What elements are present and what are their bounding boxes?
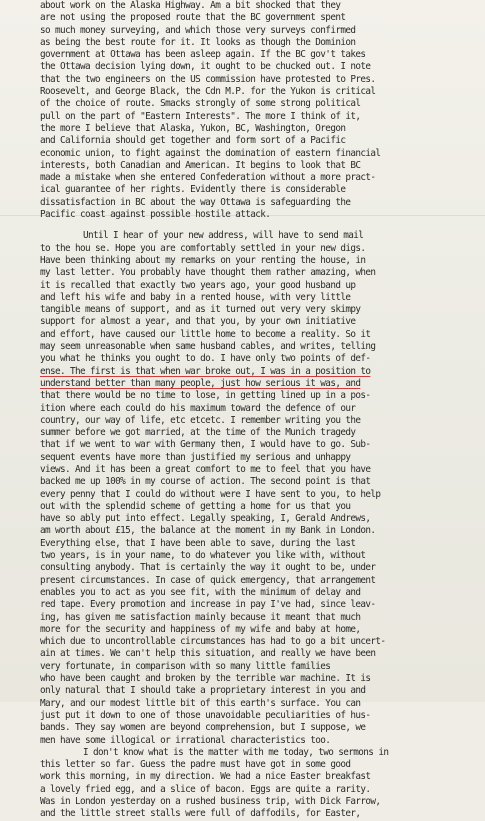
paragraph-gap <box>40 221 479 230</box>
text-line: and effort, have caused our little home to become a reality. So it <box>40 328 371 340</box>
text-line: you what he thinks you ought to do. I have only two points of def- <box>40 353 371 365</box>
text-line: every penny that I could do without were I have sent to you, to help <box>40 488 381 500</box>
text-line: which due to uncontrollable circumstances has had to go a bit uncert- <box>40 636 386 648</box>
text-line: my last letter. You probably have thought them rather amazing, when <box>40 267 376 279</box>
text-line: red tape. Every promotion and increase in pay I've had, since leav- <box>40 599 376 611</box>
text-line: country, our way of life, etc etcetc. I remember writing you the <box>40 414 361 426</box>
text-line: backed me up 100% in my course of action. The second point is that <box>40 476 371 488</box>
paragraph-alaska-highway <box>40 0 479 221</box>
text-line: out with the splendid scheme of getting a home for us that you <box>40 500 351 512</box>
text-line: just put it down to one of those unavoidable peculiarities of hus- <box>40 709 371 721</box>
text-line: work this morning, in my direction. We had a nice Easter breakfast <box>40 771 371 783</box>
text-line: and left his wife and baby in a rented house, with very little <box>40 291 351 303</box>
text-line: the more I believe that Alaska, Yukon, BC, Washington, Oregon <box>40 122 346 134</box>
text-line: as being the best route for it. It looks as though the Dominion <box>40 36 356 48</box>
text-line: that the two engineers on the US commission have protested to Pres. <box>40 73 376 85</box>
text-line: and California should get together and form sort of a Pacific <box>40 135 346 147</box>
text-line: about work on the Alaska Highway. Am a bit shocked that they <box>40 0 341 11</box>
text-line: summer before we got married, at the time of the Munich tragedy <box>40 427 356 439</box>
text-line: sequent events have more than justified my serious and unhappy <box>40 451 351 463</box>
text-line: it is recalled that exactly two years ago, your good husband up <box>40 279 356 291</box>
text-line: who have been caught and broken by the terrible war machine. It is <box>40 673 371 685</box>
text-line: Pacific coast against possible hostile attack. <box>40 209 271 221</box>
text-line: Have been thinking about my remarks on your renting the house, in <box>40 254 366 266</box>
text-line: economic union, to fight against the domination of eastern financial <box>40 147 381 159</box>
text-line: made a mistake when she entered Confederation without a more pract- <box>40 172 376 184</box>
text-line: Was in London yesterday on a rushed business trip, with Dick Farrow, <box>40 796 381 807</box>
text-line: of the choice of route. Smacks strongly of some strong political <box>40 98 361 110</box>
text-line: are not using the proposed route that the BC government spent <box>40 12 346 24</box>
text-line: more for the security and happiness of my wife and baby at home, <box>40 623 361 635</box>
text-line: so much money surveying, and which those very surveys confirmed <box>40 24 356 36</box>
text-line: support for almost a year, and that you, by your own initiative <box>40 316 356 328</box>
text-line: ical guarantee of her rights. Evidently there is considerable <box>40 184 346 196</box>
text-line: present circumstances. In case of quick emergency, that arrangement <box>40 574 376 586</box>
text-line: that if we went to war with Germany then, I would have to go. Sub- <box>40 439 371 451</box>
paragraph-easter <box>40 747 479 821</box>
text-line: to the hou se. Hope you are comfortably settled in your new digs. <box>40 242 366 254</box>
text-line: may seem unreasonable when same husband cables, and writes, telling <box>40 341 376 353</box>
text-line: Roosevelt, and George Black, the Cdn M.P. for the Yukon is critical <box>40 86 376 98</box>
text-line: a lovely fried egg, and a slice of bacon. Eggs are quite a rarity. <box>40 783 371 795</box>
text-line: very fortunate, in comparison with so many little families <box>40 660 331 672</box>
text-line: dissatisfaction in BC about the way Ottawa is safeguarding the <box>40 196 351 208</box>
text-line: have so ably put into effect. Legally speaking, I, Gerald Andrews, <box>40 513 371 525</box>
text-line: am worth about £15, the balance at the moment in my Bank in London. <box>40 525 376 537</box>
text-line: enables you to act as you see fit, with the minimum of delay and <box>40 586 361 598</box>
text-line: Everything else, that I have been able to save, during the last <box>40 537 356 549</box>
text-line-underlined: ense. The first is that when war broke out, I was in a position to <box>40 365 371 377</box>
text-line: this letter so far. Guess the padre must have got in some good <box>40 759 351 771</box>
paragraph-new-address <box>40 230 479 746</box>
text-line: bands. They say women are beyond comprehension, but I suppose, we <box>40 722 366 734</box>
text-line: only natural that I should take a proprietary interest in you and <box>40 685 366 697</box>
text-line: I don't know what is the matter with me today, two sermons in <box>83 746 389 758</box>
text-line: that there would be no time to lose, in getting lined up in a pos- <box>40 390 371 402</box>
paper-fold-line <box>0 215 485 216</box>
text-line: government at Ottawa has been asleep again. If the BC gov't takes <box>40 49 366 61</box>
text-line: Until I hear of your new address, will have to send mail <box>83 230 364 242</box>
text-line: pull on the part of "Eastern Interests". The more I think of it, <box>40 110 361 122</box>
text-line: men have some illogical or irrational characteristics too. <box>40 734 331 746</box>
text-line: interests, both Canadian and American. It begins to look that BC <box>40 159 361 171</box>
text-line: ition where each could do his maximum toward the defence of our <box>40 402 356 414</box>
text-line: the Ottawa decision lying down, it ought to be chucked out. I note <box>40 61 371 73</box>
text-line: views. And it has been a great comfort to me to feel that you have <box>40 463 371 475</box>
text-line: Mary, and our modest little bit of this earth's surface. You can <box>40 697 361 709</box>
text-line: ing, has given me satisfaction mainly because it meant that much <box>40 611 361 623</box>
text-line: two years, is in your name, to do whatever you like with, without <box>40 550 366 562</box>
text-line: tangible means of support, and as it turned out very very skimpy <box>40 304 361 316</box>
text-line: and the little street stalls were full of daffodils, for Easter, <box>40 808 361 820</box>
text-line: ain at times. We can't help this situation, and really we have been <box>40 648 376 660</box>
text-line: consulting anybody. That is certainly the way it ought to be, under <box>40 562 376 574</box>
text-line-underlined: understand better than many people, just how serious it was, and <box>40 377 361 389</box>
